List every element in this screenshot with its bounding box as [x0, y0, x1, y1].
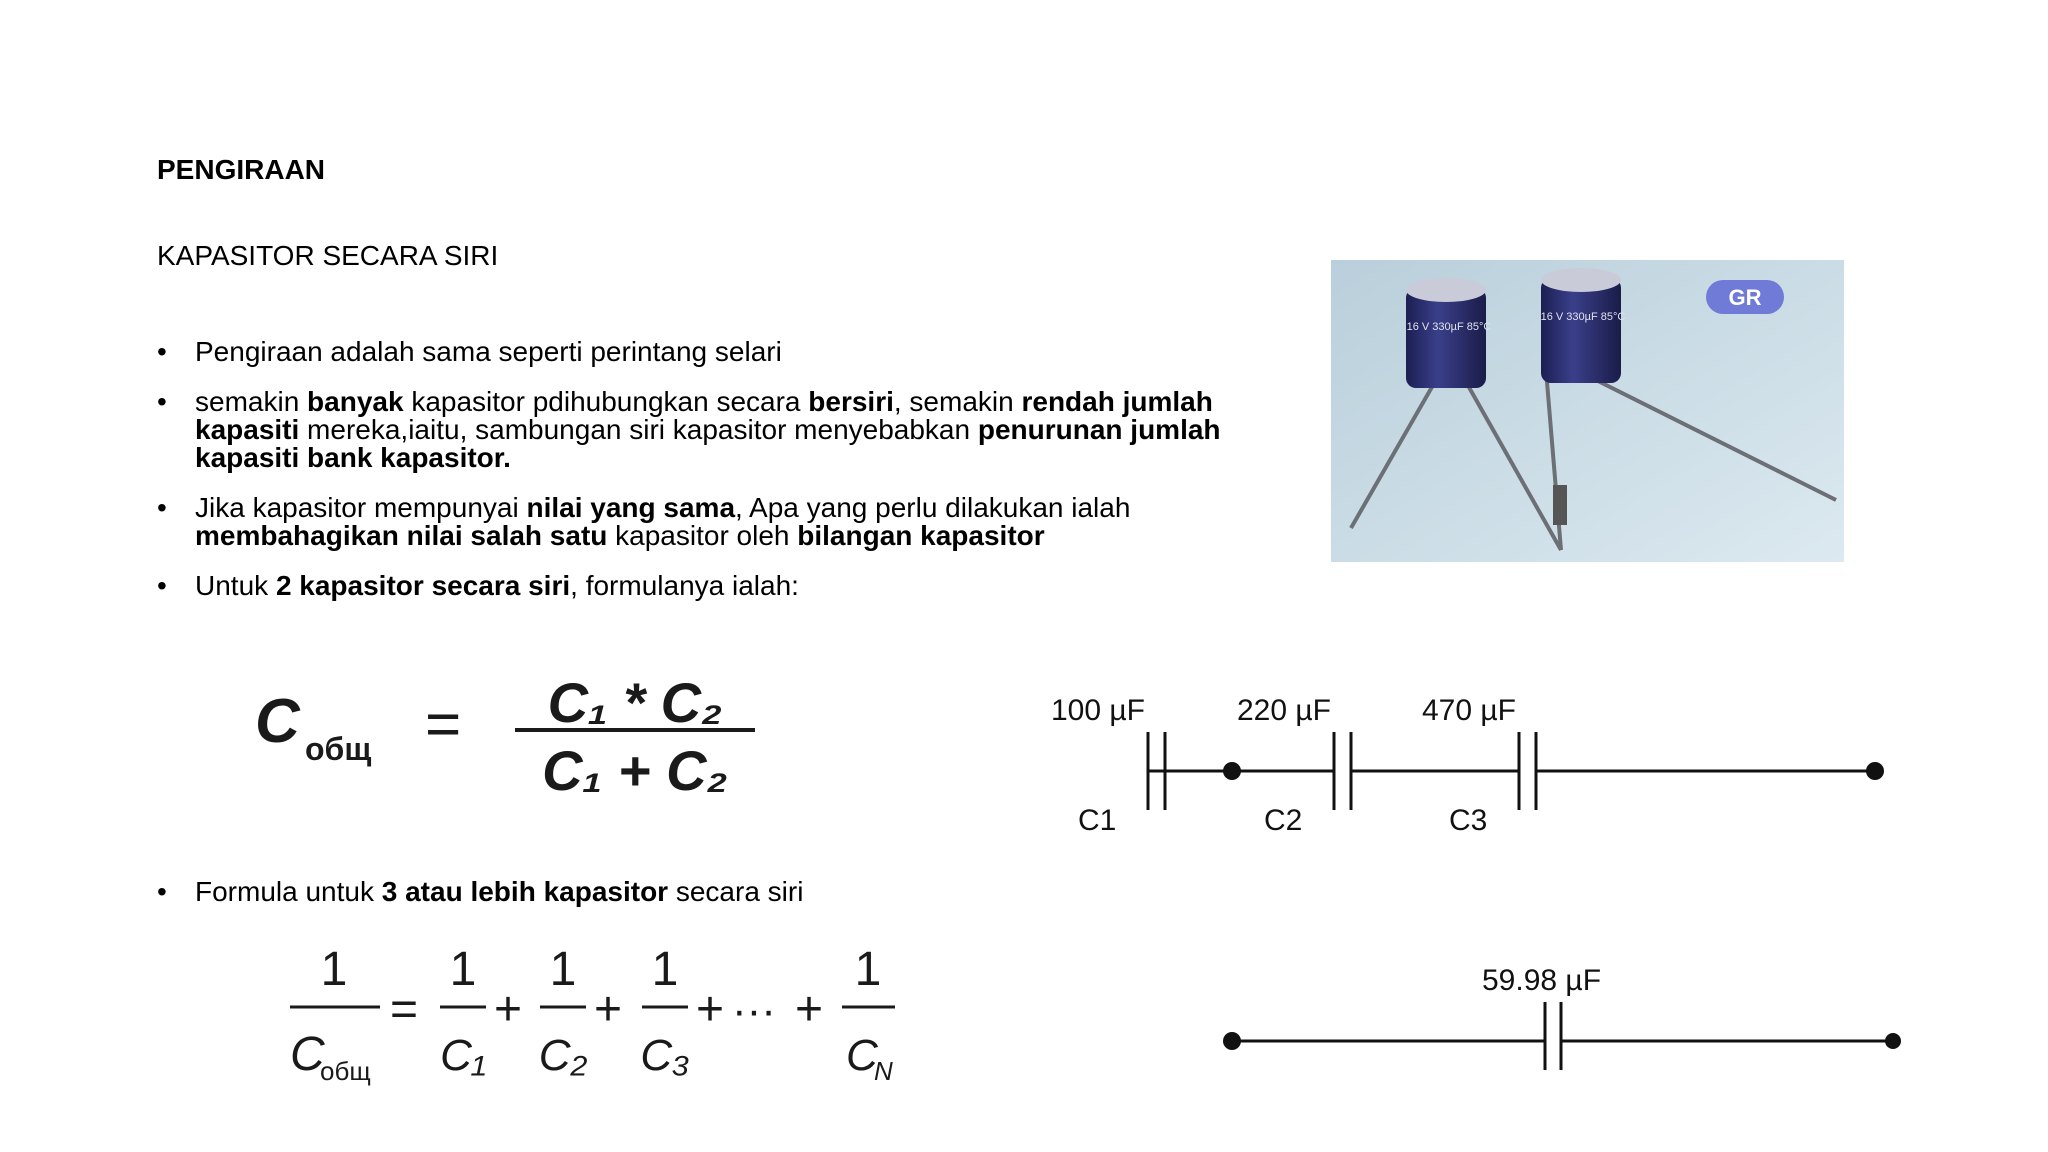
capacitor-2-label: 16 V 330µF 85°C [1540, 311, 1626, 323]
bullet-2-text-4: mereka,iaitu, sambungan siri kapasitor menyebabkan [299, 414, 978, 445]
formula2-term-2: C₂ [538, 1031, 588, 1080]
formula1-lhs-sub: общ [305, 731, 372, 767]
bullet-2 [157, 388, 1297, 472]
formula2-one-3: 1 [651, 943, 679, 996]
bullet-3 [157, 494, 1297, 550]
capacitor-1-body [1406, 288, 1486, 388]
formula2-lhs-c: C [290, 1028, 325, 1081]
capacitor-photo [1331, 260, 1844, 562]
bullet-4-bold-1: 2 kapasitor secara siri [275, 570, 571, 601]
bullet-2-bold-3: rendah jumlah kapasiti [195, 386, 1213, 445]
circuit1-c2-value: 220 µF [1237, 694, 1331, 727]
bullet-list [157, 338, 1297, 622]
bullet-4 [157, 572, 1297, 600]
circuit1-terminal-right [1866, 762, 1884, 780]
formula2-one-2: 1 [549, 943, 577, 996]
formula2-dots: ··· [732, 986, 776, 1035]
bullet-3-bold-3: bilangan kapasitor [797, 520, 1045, 551]
formula2-term-3: C₃ [640, 1031, 690, 1080]
bullet-5-text-2: secara siri [668, 876, 804, 907]
bullet-2-bold-2: bersiri [808, 386, 894, 417]
circuit2-value: 59.98 µF [1482, 964, 1602, 997]
formula1-equals: = [425, 690, 462, 759]
formula2-plus-3: + [696, 983, 725, 1036]
circuit1-group [1051, 694, 1884, 837]
capacitor-2-body [1541, 278, 1621, 383]
bullet-3-bold-1: nilai yang sama [526, 492, 736, 523]
formula1-denominator: C₁ + C₂ [542, 739, 728, 802]
formula2-lhs-sub: общ [320, 1056, 371, 1086]
bullet-4-text-2: , formulanya ialah: [570, 570, 799, 601]
bullet-3-bold-2: membahagikan nilai salah satu [195, 520, 608, 551]
equivalent-circuit-diagram [1210, 960, 1910, 1070]
formula2-one-4: 1 [854, 943, 882, 996]
circuit1-c3-value: 470 µF [1422, 694, 1516, 727]
circuit1-c3-label: C3 [1449, 804, 1488, 837]
bullet-2-text-2: kapasitor pdihubungkan secara [403, 386, 809, 417]
formula1-lhs: C [255, 687, 300, 756]
circuit1-c1-value: 100 µF [1051, 694, 1145, 727]
bullet-5-text-1: Formula untuk [195, 876, 382, 907]
formula2-plus-2: + [594, 983, 623, 1036]
circuit1-c2-label: C2 [1264, 804, 1303, 837]
bullet-5 [157, 878, 1257, 906]
formula2-lhs-one: 1 [320, 943, 348, 996]
bullet-list-2 [157, 878, 1257, 906]
logo-text: GR [1728, 285, 1762, 310]
bullet-3-text-3: kapasitor oleh [607, 520, 798, 551]
capacitor-1-label: 16 V 330µF 85°C [1406, 321, 1492, 333]
formula2-plus-1: + [494, 983, 523, 1036]
bullet-3-text-1: Jika kapasitor mempunyai [195, 492, 527, 523]
formula-two-capacitors [245, 650, 785, 825]
bullet-5-bold-1: 3 atau lebih kapasitor [381, 876, 669, 907]
bullet-1 [157, 338, 1297, 366]
circuit1-c1-label: C1 [1078, 804, 1117, 837]
lead-joint [1553, 485, 1567, 525]
bullet-2-text-3: , semakin [893, 386, 1022, 417]
formula2-plus-4: + [795, 983, 824, 1036]
formula2-last-c: C [846, 1031, 878, 1080]
bullet-4-text-1: Untuk [195, 570, 276, 601]
bullet-2-bold-1: banyak [307, 386, 404, 417]
page-title: PENGIRAAN [157, 154, 326, 185]
capacitor-2-top [1541, 268, 1621, 292]
circuit2-terminal-right [1885, 1033, 1901, 1049]
bullet-3-text-2: , Apa yang perlu dilakukan ialah [735, 492, 1131, 523]
bullet-1-text: Pengiraan adalah sama seperti perintang selari [195, 336, 782, 367]
formula1-numerator: C₁ * C₂ [547, 671, 723, 734]
formula2-term-1: C₁ [440, 1031, 486, 1080]
section-subtitle: KAPASITOR SECARA SIRI [157, 240, 499, 271]
bullet-2-text-1: semakin [195, 386, 308, 417]
capacitor-1-top [1406, 278, 1486, 302]
formula2-one-1: 1 [449, 943, 477, 996]
formula2-equals: = [390, 983, 419, 1036]
formula2-last-sub: N [874, 1056, 893, 1086]
formula-n-capacitors [280, 935, 920, 1095]
bullet-2-bold-4: penurunan jumlah kapasiti bank kapasitor. [195, 414, 1221, 473]
series-circuit-diagram [1051, 690, 1910, 850]
